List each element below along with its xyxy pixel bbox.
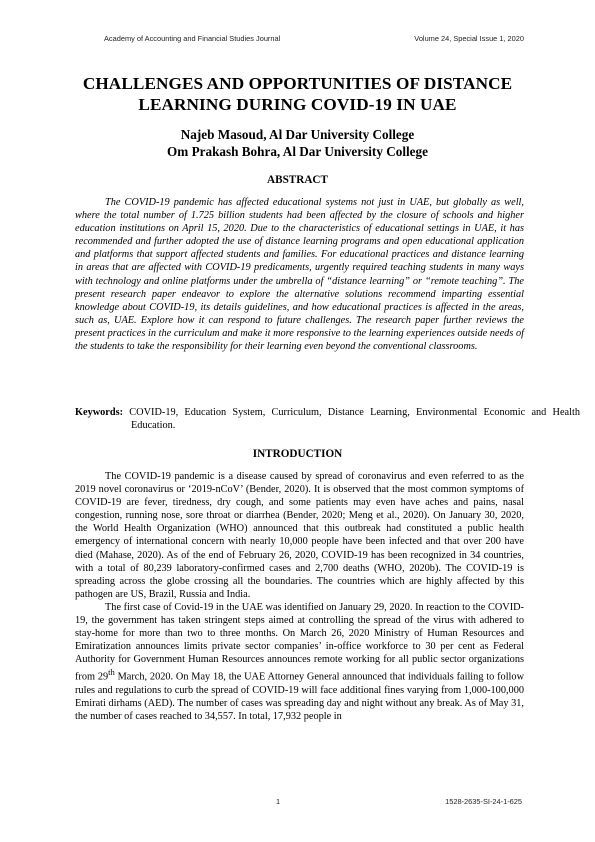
introduction-paragraph-2 xyxy=(75,601,524,723)
abstract-text: The COVID-19 pandemic has affected educational systems not just in UAE, but globally as well, where the total number of 1.725 billion students had been affected by the closure of schools and higher education institutions on April 15, 2020. Due to the characteristics of educational settings in UAE, it has recommended and further adopted the use of distance learning programs and open educational application and platforms that support affected students and families. For educational practices and distance learning in areas that are affected with COVID-19 predicaments, urgently required teaching students in many ways with technology and online platforms under the umbrella of “distance learning” or “remote teaching”. The present research paper endeavor to explore the alternative solutions recommend imparting essential knowledge about COVID-19, its details guidelines, and how educational practices is affected in the areas, such as, UAE. Explore how it can respond to future challenges. The research paper further reviews the present practices in the curriculum and make it more responsive to the learning experiences outside needs of the students to take the responsibility for their learning even beyond the conventional classrooms. xyxy=(75,197,524,353)
journal-name: Academy of Accounting and Financial Studies Journal xyxy=(104,34,281,43)
volume-info: Volume 24, Special Issue 1, 2020 xyxy=(414,34,524,43)
keywords-text: COVID-19, Education System, Curriculum, Distance Learning, Environmental Economic and Health Education. xyxy=(129,407,580,432)
introduction-paragraph-1: The COVID-19 pandemic is a disease caused by spread of coronavirus and even referred to as the 2019 novel coronavirus or ‘2019-nCoV’ (Bender, 2020). It is observed that the most common symptoms of COVID-19 are fever, tiredness, dry cough, and some patients may even have aches and pains, nasal congestion, running nose, sore throat or diarrhea (Bender, 2020; Meng et al., 2020). On January 30, 2020, the World Health Organization (WHO) announced that this outbreak had constituted a public health emergency of international concern with nearly 10,000 people have been infected and that over 200 have died (Mahase, 2020). As of the end of February 26, 2020, COVID-19 has been recognized in 34 countries, with a total of 80,239 laboratory-confirmed cases and 2,700 deaths (WHO, 2020b). The COVID-19 is spreading across the globe crossing all the boundaries. The countries which are highly affected by this pathogen are US, Brazil, Russia and India. xyxy=(75,471,524,600)
abstract-heading: ABSTRACT xyxy=(267,174,328,186)
page-number: 1 xyxy=(276,797,281,806)
keywords-label: Keywords: xyxy=(75,407,124,418)
superscript-th: th xyxy=(108,667,115,678)
keywords xyxy=(75,406,580,432)
introduction-heading: INTRODUCTION xyxy=(252,448,343,460)
author-2: Om Prakash Bohra, Al Dar University College xyxy=(167,144,428,159)
paragraph-2-part-2: March, 2020. On May 18, the UAE Attorney General announced that individuals failing to follow rules and regulations to curb the spread of COVID-19 will face additional fines varying from 1,000-100,000 Emirati dirhams (AED). The number of cases was spreading day and night without any break. As of May 31, the number of cases reached to 34,557. In total, 17,932 people in xyxy=(75,671,524,723)
paragraph-2-part-1: The first case of Covid-19 in the UAE was identified on January 29, 2020. In reaction to the COVID-19, the government has taken stringent steps aimed at controlling the spread of the virus with adhered to stay-home for more than two to three months. On March 26, 2020 Ministry of Human Resources and Emiratization announces limits private sector companies’ in-office workforce to 30 per cent as Federal Authority for Government Human Resources announces remote working for all public sector organizations from 29 xyxy=(75,601,524,683)
paper-title: CHALLENGES AND OPPORTUNITIES OF DISTANCE LEARNING DURING COVID-19 IN UAE xyxy=(82,74,513,114)
author-1: Najeb Masoud, Al Dar University College xyxy=(180,127,415,142)
article-id: 1528-2635-SI-24-1-625 xyxy=(445,797,522,806)
introduction-body xyxy=(75,470,524,723)
